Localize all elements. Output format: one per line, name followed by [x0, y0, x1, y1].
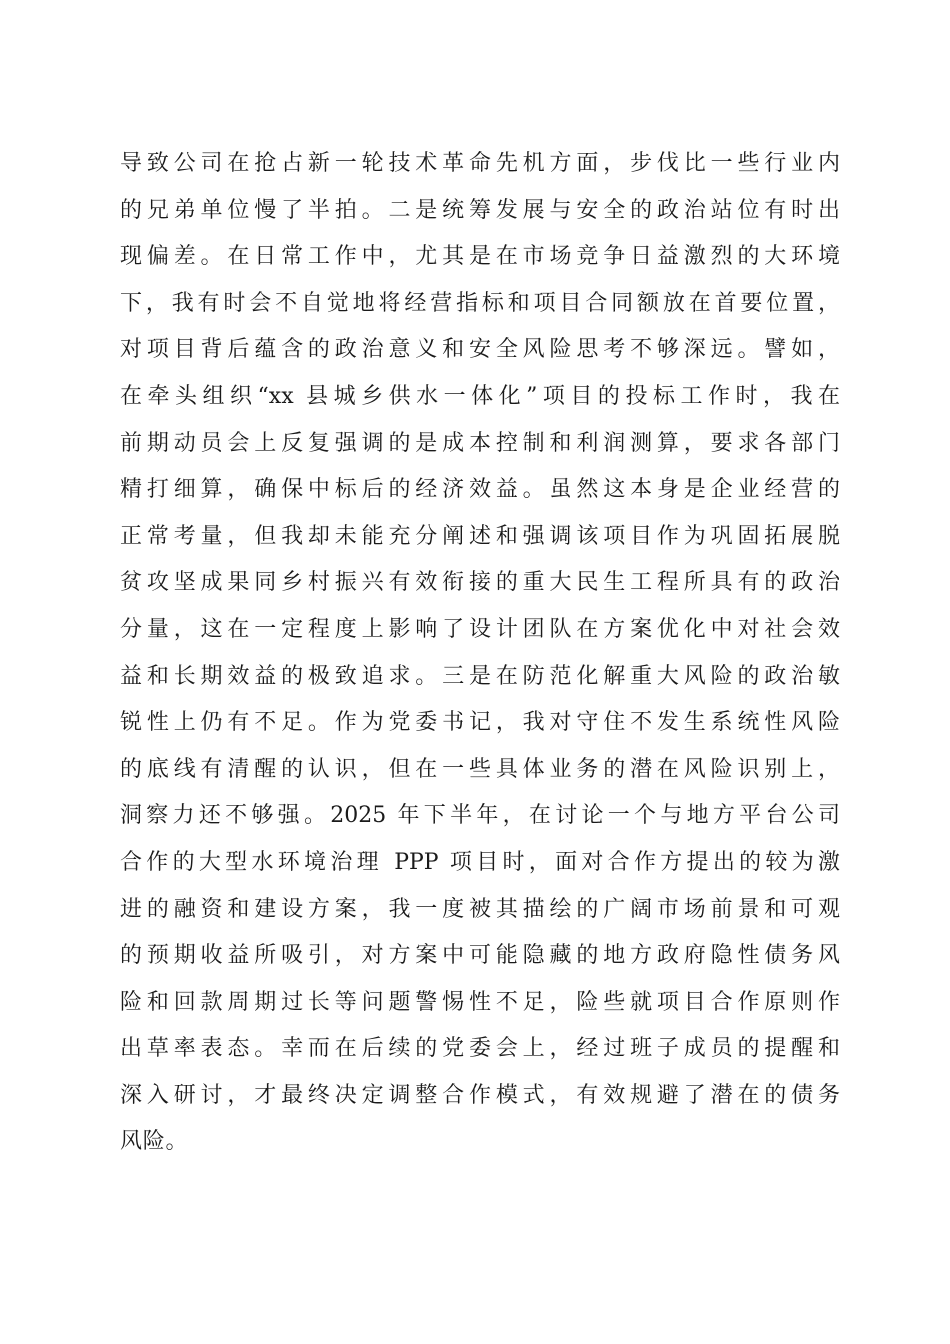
text-line: 风险。 [120, 1129, 189, 1155]
text-line: 合作的大型水环境治理 PPP 项目时，面对合作方提出的较为激 [120, 849, 840, 875]
text-line: 的底线有清醒的认识，但在一些具体业务的潜在风险识别上， [120, 756, 840, 782]
text-line: 导致公司在抢占新一轮技术革命先机方面，步伐比一些行业内 [120, 151, 840, 176]
text-line: 进的融资和建设方案，我一度被其描绘的广阔市场前景和可观 [120, 896, 840, 922]
text-line: 现偏差。在日常工作中，尤其是在市场竞争日益激烈的大环境 [120, 244, 840, 270]
text-line: 前期动员会上反复强调的是成本控制和利润测算，要求各部门 [120, 430, 840, 456]
text-line: 对项目背后蕴含的政治意义和安全风险思考不够深远。譬如， [120, 337, 840, 363]
text-line: 分量，这在一定程度上影响了设计团队在方案优化中对社会效 [120, 616, 840, 642]
text-line: 出草率表态。幸而在后续的党委会上，经过班子成员的提醒和 [120, 1036, 840, 1062]
text-line: 险和回款周期过长等问题警惕性不足，险些就项目合作原则作 [120, 989, 840, 1015]
text-line: 正常考量，但我却未能充分阐述和强调该项目作为巩固拓展脱 [120, 523, 840, 549]
text-line: 的兄弟单位慢了半拍。二是统筹发展与安全的政治站位有时出 [120, 197, 840, 223]
text-line: 洞察力还不够强。2025 年下半年，在讨论一个与地方平台公司 [120, 803, 840, 829]
text-line: 锐性上仍有不足。作为党委书记，我对守住不发生系统性风险 [120, 710, 840, 736]
text-line: 精打细算，确保中标后的经济效益。虽然这本身是企业经营的 [120, 477, 840, 503]
text-line: 贫攻坚成果同乡村振兴有效衔接的重大民生工程所具有的政治 [120, 570, 840, 596]
body-paragraph [120, 141, 840, 1166]
text-line: 在牵头组织“xx 县城乡供水一体化”项目的投标工作时，我在 [120, 383, 840, 409]
text-line: 的预期收益所吸引，对方案中可能隐藏的地方政府隐性债务风 [120, 943, 840, 969]
text-line: 深入研讨，才最终决定调整合作模式，有效规避了潜在的债务 [120, 1082, 840, 1108]
text-line: 下，我有时会不自觉地将经营指标和项目合同额放在首要位置， [120, 290, 840, 316]
text-line: 益和长期效益的极致追求。三是在防范化解重大风险的政治敏 [120, 663, 840, 689]
